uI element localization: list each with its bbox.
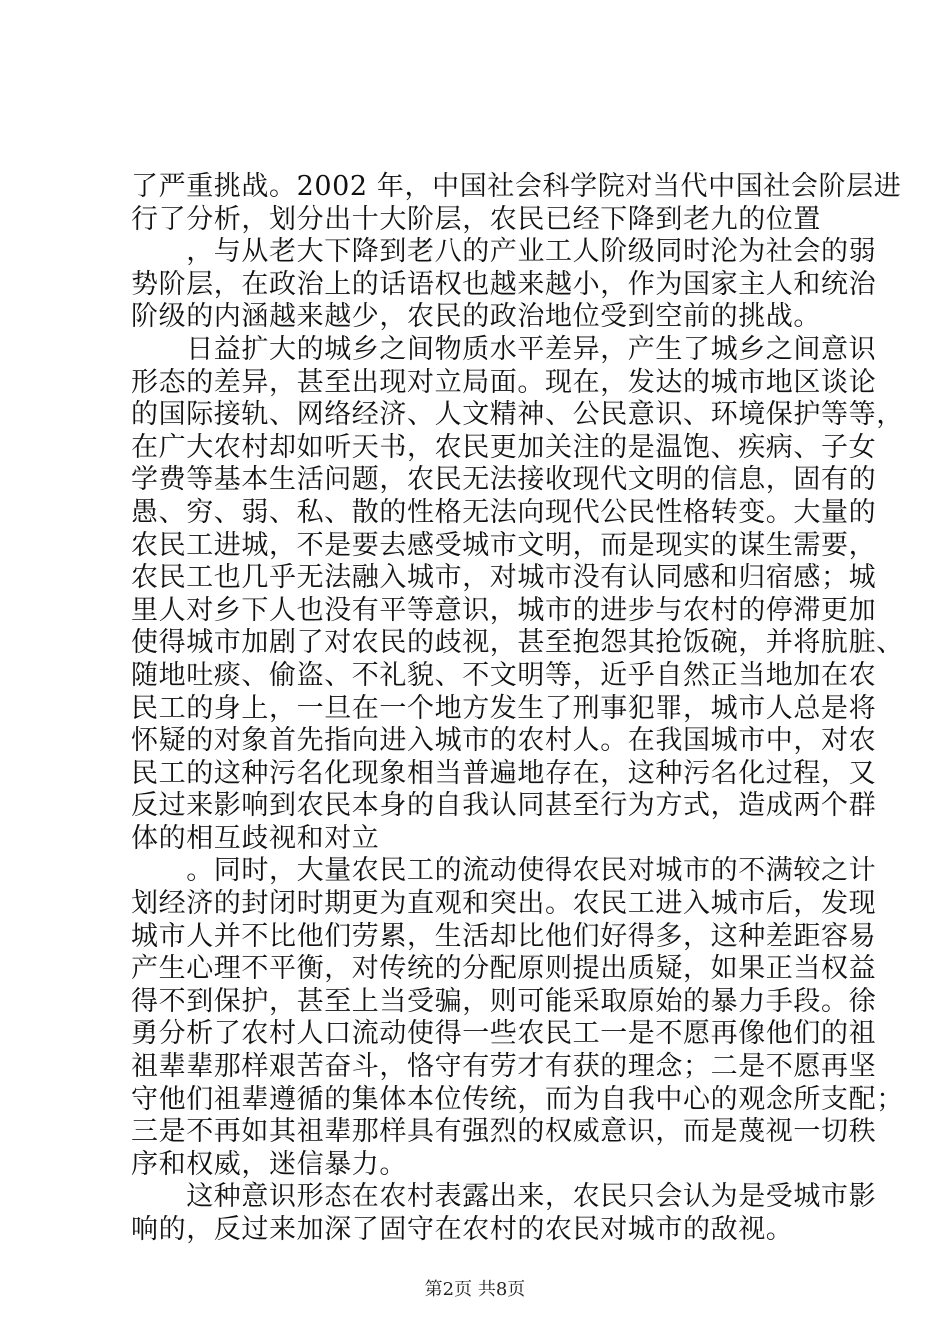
- text-line: 怀疑的对象首先指向进入城市的农村人。在我国城市中，对农: [131, 725, 877, 757]
- text-line: 勇分析了农村人口流动使得一些农民工一是不愿再像他们的祖: [131, 1018, 877, 1050]
- text-line: 里人对乡下人也没有平等意识，城市的进步与农村的停滞更加: [131, 594, 877, 626]
- text-line: 三是不再如其祖辈那样具有强烈的权威意识，而是蔑视一切秩: [131, 1116, 877, 1148]
- text-line: 响的，反过来加深了固守在农村的农民对城市的敌视。: [131, 1214, 794, 1245]
- text-line: 势阶层，在政治上的话语权也越来越小，作为国家主人和统治: [131, 268, 877, 300]
- text-line: 划经济的封闭时期更为直观和突出。农民工进入城市后，发现: [131, 888, 877, 920]
- text-line: 农民工进城，不是要去感受城市文明，而是现实的谋生需要，: [131, 529, 877, 561]
- text-line: 的国际接轨、网络经济、人文精神、公民意识、环境保护等等，: [131, 399, 904, 431]
- text-line: 反过来影响到农民本身的自我认同甚至行为方式，造成两个群: [131, 790, 877, 822]
- text-line: 序和权威，迷信暴力。: [131, 1148, 407, 1180]
- text-line: 农民工也几乎无法融入城市，对城市没有认同感和归宿感；城: [131, 562, 877, 594]
- text-line: 了严重挑战。2002 年，中国社会科学院对当代中国社会阶层进: [131, 171, 902, 202]
- text-line: 这种意识形态在农村表露出来，农民只会认为是受城市影: [131, 1181, 877, 1213]
- text-line: ，与从老大下降到老八的产业工人阶级同时沦为社会的弱: [131, 236, 877, 268]
- text-line: 在广大农村却如听天书，农民更加关注的是温饱、疾病、子女: [131, 431, 877, 463]
- text-line: 民工的身上，一旦在一个地方发生了刑事犯罪，城市人总是将: [131, 692, 877, 724]
- text-line: 愚、穷、弱、私、散的性格无法向现代公民性格转变。大量的: [131, 496, 877, 528]
- text-line: 守他们祖辈遵循的集体本位传统，而为自我中心的观念所支配；: [131, 1083, 904, 1115]
- page-number-footer: 第2页 共8页: [424, 1279, 526, 1300]
- text-line: 城市人并不比他们劳累，生活却比他们好得多，这种差距容易: [131, 920, 877, 952]
- text-line: 形态的差异，甚至出现对立局面。现在，发达的城市地区谈论: [131, 366, 877, 398]
- text-line: 随地吐痰、偷盗、不礼貌、不文明等，近乎自然正当地加在农: [131, 659, 877, 691]
- text-line: 使得城市加剧了对农民的歧视，甚至抱怨其抢饭碗，并将肮脏、: [131, 627, 904, 659]
- text-line: 。同时，大量农民工的流动使得农民对城市的不满较之计: [131, 855, 877, 887]
- text-line: 体的相互歧视和对立: [131, 822, 380, 854]
- text-line: 阶级的内涵越来越少，农民的政治地位受到空前的挑战。: [131, 301, 821, 333]
- text-line: 祖辈辈那样艰苦奋斗，恪守有劳才有获的理念；二是不愿再坚: [131, 1051, 877, 1083]
- text-line: 民工的这种污名化现象相当普遍地存在，这种污名化过程，又: [131, 757, 877, 789]
- text-line: 产生心理不平衡，对传统的分配原则提出质疑，如果正当权益: [131, 953, 877, 985]
- text-line: 学费等基本生活问题，农民无法接收现代文明的信息，固有的: [131, 464, 877, 496]
- text-line: 日益扩大的城乡之间物质水平差异，产生了城乡之间意识: [131, 333, 877, 365]
- text-line: 行了分析，划分出十大阶层，农民已经下降到老九的位置: [131, 203, 821, 235]
- text-line: 得不到保护，甚至上当受骗，则可能采取原始的暴力手段。徐: [131, 985, 877, 1017]
- body-text: [131, 171, 904, 1247]
